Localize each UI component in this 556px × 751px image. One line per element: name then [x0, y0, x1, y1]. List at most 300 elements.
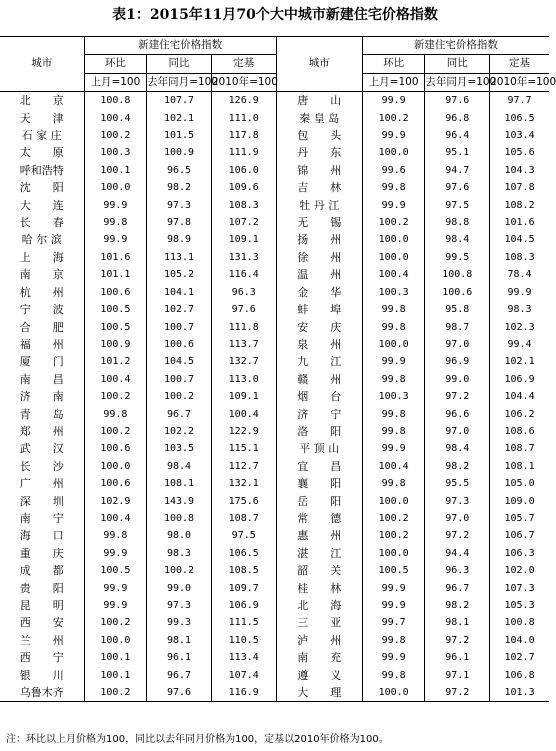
- hb-header-right: 环比: [362, 55, 425, 73]
- left-tb-cell: 102.2: [147, 423, 212, 440]
- left-tb-cell: 96.1: [147, 649, 212, 666]
- left-hb-cell: 99.9: [84, 545, 147, 562]
- left-tb-cell: 100.7: [147, 371, 212, 388]
- city-header-left: 城市: [0, 37, 84, 92]
- left-hb-cell: 100.1: [84, 162, 147, 179]
- left-tb-cell: 97.8: [147, 214, 212, 231]
- right-hb-cell: 100.4: [362, 458, 425, 475]
- right-dj-cell: 105.3: [504, 600, 535, 611]
- right-hb-cell: 100.2: [362, 214, 425, 231]
- right-tb-cell: 100.6: [425, 284, 490, 301]
- right-tb-cell: 97.0: [425, 423, 490, 440]
- right-dj-cell: 108.7: [504, 443, 535, 455]
- left-hb-cell: 101.6: [84, 249, 147, 266]
- table-row: [0, 284, 549, 301]
- left-tb-cell: 102.1: [147, 110, 212, 127]
- left-tb-cell: 99.0: [147, 580, 212, 597]
- right-tb-cell: 99.0: [425, 371, 490, 388]
- table-row: [0, 649, 549, 666]
- right-dj-cell: 97.7: [507, 95, 532, 107]
- right-tb-cell: 98.2: [425, 458, 490, 475]
- left-tb-cell: 102.7: [147, 301, 212, 318]
- left-hb-cell: 100.4: [84, 510, 147, 527]
- tb-header-right: 同比: [425, 55, 490, 73]
- right-tb-cell: 95.5: [425, 475, 490, 492]
- right-city-cell: 赣 州: [276, 371, 362, 388]
- left-hb-cell: 99.9: [84, 231, 147, 248]
- right-tb-cell: 96.8: [425, 110, 490, 127]
- right-city-cell: 襄 阳: [276, 475, 362, 492]
- table-row: [0, 684, 549, 702]
- tb-unit-right: 去年同月=100: [425, 73, 490, 91]
- left-hb-cell: 99.9: [84, 197, 147, 214]
- right-city-cell: 九 江: [276, 353, 362, 370]
- right-dj-cell: 102.0: [504, 565, 535, 577]
- right-dj-cell: 106.8: [504, 669, 535, 681]
- right-city-cell: 包 头: [276, 127, 362, 144]
- left-city-cell: 天 津: [0, 110, 84, 127]
- right-dj-cell: 98.3: [507, 304, 532, 316]
- group-header-right: 新建住宅价格指数: [362, 37, 549, 55]
- left-city-cell: 西 安: [0, 614, 84, 631]
- right-hb-cell: 99.9: [362, 197, 425, 214]
- right-dj-cell: 107.3: [504, 582, 535, 594]
- left-hb-cell: 100.8: [84, 92, 147, 110]
- left-tb-cell: 98.3: [147, 545, 212, 562]
- right-hb-cell: 100.3: [362, 284, 425, 301]
- right-tb-cell: 100.8: [425, 266, 490, 283]
- right-dj-cell: 78.4: [507, 269, 532, 281]
- right-city-cell: 南 充: [276, 649, 362, 666]
- right-dj-cell: 104.4: [504, 391, 535, 403]
- left-hb-cell: 100.5: [84, 319, 147, 336]
- left-hb-cell: 100.6: [84, 475, 147, 492]
- table-row: [0, 545, 549, 562]
- left-tb-cell: 97.6: [147, 684, 212, 702]
- left-dj-cell: 113.4: [211, 649, 276, 666]
- left-hb-cell: 99.9: [84, 580, 147, 597]
- table-row: [0, 667, 549, 684]
- left-dj-cell: 111.9: [211, 144, 276, 161]
- left-tb-cell: 98.4: [147, 458, 212, 475]
- hb-header-left: 环比: [84, 55, 147, 73]
- left-city-cell: 大 连: [0, 197, 84, 214]
- left-tb-cell: 103.5: [147, 440, 212, 457]
- right-hb-cell: 99.9: [362, 92, 425, 110]
- left-tb-cell: 113.1: [147, 249, 212, 266]
- table-row: [0, 527, 549, 544]
- right-tb-cell: 96.1: [425, 649, 490, 666]
- left-hb-cell: 100.1: [84, 649, 147, 666]
- table-row: [0, 440, 549, 457]
- left-city-cell: 合 肥: [0, 319, 84, 336]
- left-dj-cell: 107.4: [211, 667, 276, 684]
- left-dj-cell: 112.7: [211, 458, 276, 475]
- table-row: [0, 406, 549, 423]
- left-city-cell: 昆 明: [0, 597, 84, 614]
- left-city-cell: 厦 门: [0, 353, 84, 370]
- left-hb-cell: 100.3: [84, 144, 147, 161]
- left-dj-cell: 109.6: [211, 179, 276, 196]
- right-city-cell: 扬 州: [276, 231, 362, 248]
- table-row: [0, 632, 549, 649]
- table-row: [0, 353, 549, 370]
- left-dj-cell: 116.4: [211, 266, 276, 283]
- left-city-cell: 武 汉: [0, 440, 84, 457]
- left-dj-cell: 108.5: [211, 562, 276, 579]
- right-dj-cell: 105.6: [504, 147, 535, 159]
- left-city-cell: 成 都: [0, 562, 84, 579]
- left-hb-cell: 99.8: [84, 527, 147, 544]
- left-tb-cell: 98.2: [147, 179, 212, 196]
- left-city-cell: 广 州: [0, 475, 84, 492]
- left-tb-cell: 100.2: [147, 388, 212, 405]
- table-row: [0, 493, 549, 510]
- left-dj-cell: 132.1: [211, 475, 276, 492]
- left-city-cell: 长 沙: [0, 458, 84, 475]
- left-tb-cell: 100.8: [147, 510, 212, 527]
- left-hb-cell: 100.0: [84, 632, 147, 649]
- left-hb-cell: 101.2: [84, 353, 147, 370]
- right-city-cell: 桂 林: [276, 580, 362, 597]
- table-row: [0, 475, 549, 492]
- right-tb-cell: 97.6: [425, 92, 490, 110]
- right-dj-cell: 104.0: [504, 634, 535, 646]
- right-tb-cell: 97.5: [425, 197, 490, 214]
- table-title: 表1：2015年11月70个大中城市新建住宅价格指数: [112, 7, 438, 23]
- right-dj-cell: 108.6: [504, 425, 535, 437]
- right-city-cell: 洛 阳: [276, 423, 362, 440]
- right-city-cell: 牡 丹 江: [276, 197, 362, 214]
- right-hb-cell: 100.4: [362, 266, 425, 283]
- right-tb-cell: 98.4: [425, 231, 490, 248]
- table-row: [0, 371, 549, 388]
- hb-unit-left: 上月=100: [84, 73, 147, 91]
- table-row: [0, 614, 549, 631]
- right-dj-cell: 106.5: [504, 112, 535, 124]
- right-city-cell: 无 锡: [276, 214, 362, 231]
- left-tb-cell: 101.5: [147, 127, 212, 144]
- left-hb-cell: 100.2: [84, 388, 147, 405]
- table-row: [0, 597, 549, 614]
- right-dj-cell: 104.5: [504, 234, 535, 246]
- left-city-cell: 南 昌: [0, 371, 84, 388]
- right-dj-cell: 99.9: [507, 286, 532, 298]
- right-hb-cell: 100.2: [362, 527, 425, 544]
- left-tb-cell: 100.2: [147, 562, 212, 579]
- table-row: [0, 197, 549, 214]
- right-tb-cell: 97.2: [425, 632, 490, 649]
- left-city-cell: 兰 州: [0, 632, 84, 649]
- table-row: [0, 266, 549, 283]
- left-tb-cell: 99.3: [147, 614, 212, 631]
- left-hb-cell: 100.2: [84, 127, 147, 144]
- dj-unit-right: 2010年=100: [490, 73, 549, 91]
- right-tb-cell: 95.1: [425, 144, 490, 161]
- right-city-cell: 徐 州: [276, 249, 362, 266]
- left-city-cell: 沈 阳: [0, 179, 84, 196]
- right-city-cell: 泸 州: [276, 632, 362, 649]
- right-dj-cell: 106.7: [504, 530, 535, 542]
- right-city-cell: 安 庆: [276, 319, 362, 336]
- right-city-cell: 北 海: [276, 597, 362, 614]
- tb-unit-left: 去年同月=100: [147, 73, 212, 91]
- left-dj-cell: 110.5: [211, 632, 276, 649]
- table-row: [0, 179, 549, 196]
- left-dj-cell: 113.0: [211, 371, 276, 388]
- left-hb-cell: 99.8: [84, 214, 147, 231]
- left-tb-cell: 100.6: [147, 336, 212, 353]
- right-city-cell: 岳 阳: [276, 493, 362, 510]
- left-hb-cell: 100.6: [84, 440, 147, 457]
- left-tb-cell: 104.5: [147, 353, 212, 370]
- left-hb-cell: 101.1: [84, 266, 147, 283]
- footnote: 注：环比以上月价格为100，同比以去年同月价格为100，定基以2010年价格为100。: [6, 734, 389, 745]
- left-tb-cell: 96.5: [147, 162, 212, 179]
- left-tb-cell: 100.7: [147, 319, 212, 336]
- right-hb-cell: 100.0: [362, 545, 425, 562]
- left-tb-cell: 96.7: [147, 406, 212, 423]
- right-hb-cell: 100.2: [362, 510, 425, 527]
- right-tb-cell: 99.5: [425, 249, 490, 266]
- right-tb-cell: 96.7: [425, 580, 490, 597]
- right-tb-cell: 98.2: [425, 597, 490, 614]
- left-dj-cell: 132.7: [211, 353, 276, 370]
- table-row: [0, 301, 549, 318]
- table-row: [0, 214, 549, 231]
- left-tb-cell: 97.3: [147, 197, 212, 214]
- right-dj-cell: 102.7: [504, 652, 535, 664]
- right-tb-cell: 97.2: [425, 527, 490, 544]
- left-dj-cell: 115.1: [211, 440, 276, 457]
- right-hb-cell: 100.0: [362, 684, 425, 702]
- table-row: [0, 110, 549, 127]
- right-hb-cell: 99.8: [362, 319, 425, 336]
- left-hb-cell: 100.2: [84, 423, 147, 440]
- left-hb-cell: 100.6: [84, 284, 147, 301]
- left-dj-cell: 108.7: [211, 510, 276, 527]
- table-row: [0, 580, 549, 597]
- right-hb-cell: 100.2: [362, 110, 425, 127]
- left-dj-cell: 96.3: [211, 284, 276, 301]
- left-dj-cell: 97.6: [211, 301, 276, 318]
- right-dj-cell: 108.1: [504, 460, 535, 472]
- right-city-cell: 温 州: [276, 266, 362, 283]
- left-city-cell: 济 南: [0, 388, 84, 405]
- left-dj-cell: 97.5: [211, 527, 276, 544]
- right-dj-cell: 102.3: [504, 321, 535, 333]
- left-tb-cell: 104.1: [147, 284, 212, 301]
- left-city-cell: 呼和浩特: [0, 162, 84, 179]
- right-dj-cell: 108.3: [504, 251, 535, 263]
- right-hb-cell: 99.9: [362, 580, 425, 597]
- left-hb-cell: 100.9: [84, 336, 147, 353]
- left-hb-cell: 102.9: [84, 493, 147, 510]
- right-dj-cell: 102.1: [504, 356, 535, 368]
- left-hb-cell: 100.0: [84, 458, 147, 475]
- dj-header-left: 定基: [211, 55, 276, 73]
- left-city-cell: 海 口: [0, 527, 84, 544]
- right-hb-cell: 100.0: [362, 336, 425, 353]
- right-dj-cell: 101.6: [504, 217, 535, 229]
- table-row: [0, 458, 549, 475]
- right-tb-cell: 97.3: [425, 493, 490, 510]
- left-tb-cell: 96.7: [147, 667, 212, 684]
- right-tb-cell: 98.8: [425, 214, 490, 231]
- left-dj-cell: 106.9: [211, 597, 276, 614]
- right-hb-cell: 99.9: [362, 353, 425, 370]
- left-dj-cell: 116.9: [211, 684, 276, 702]
- left-city-cell: 太 原: [0, 144, 84, 161]
- right-dj-cell: 106.2: [504, 408, 535, 420]
- right-hb-cell: 99.9: [362, 127, 425, 144]
- left-city-cell: 石 家 庄: [0, 127, 84, 144]
- right-tb-cell: 95.8: [425, 301, 490, 318]
- left-dj-cell: 117.8: [211, 127, 276, 144]
- right-city-cell: 丹 东: [276, 144, 362, 161]
- group-header-left: 新建住宅价格指数: [84, 37, 276, 55]
- left-tb-cell: 108.1: [147, 475, 212, 492]
- right-tb-cell: 97.2: [425, 388, 490, 405]
- hb-unit-right: 上月=100: [362, 73, 425, 91]
- right-hb-cell: 99.8: [362, 406, 425, 423]
- left-dj-cell: 111.0: [211, 110, 276, 127]
- left-tb-cell: 97.3: [147, 597, 212, 614]
- left-tb-cell: 98.0: [147, 527, 212, 544]
- left-city-cell: 西 宁: [0, 649, 84, 666]
- left-city-cell: 杭 州: [0, 284, 84, 301]
- right-tb-cell: 97.2: [425, 684, 490, 702]
- left-city-cell: 乌鲁木齐: [0, 684, 84, 702]
- right-tb-cell: 96.9: [425, 353, 490, 370]
- left-city-cell: 郑 州: [0, 423, 84, 440]
- right-city-cell: 宜 昌: [276, 458, 362, 475]
- right-city-cell: 秦 皇 岛: [276, 110, 362, 127]
- right-dj-cell: 108.2: [504, 199, 535, 211]
- left-city-cell: 贵 阳: [0, 580, 84, 597]
- right-dj-cell: 100.8: [504, 617, 535, 629]
- right-tb-cell: 98.7: [425, 319, 490, 336]
- right-hb-cell: 99.9: [362, 649, 425, 666]
- right-city-cell: 韶 关: [276, 562, 362, 579]
- left-dj-cell: 131.3: [211, 249, 276, 266]
- left-city-cell: 南 宁: [0, 510, 84, 527]
- left-dj-cell: 109.1: [211, 231, 276, 248]
- left-hb-cell: 99.8: [84, 406, 147, 423]
- dj-header-right: 定基: [490, 55, 549, 73]
- right-city-cell: 济 宁: [276, 406, 362, 423]
- left-tb-cell: 100.9: [147, 144, 212, 161]
- right-city-cell: 锦 州: [276, 162, 362, 179]
- right-hb-cell: 99.8: [362, 423, 425, 440]
- right-tb-cell: 96.6: [425, 406, 490, 423]
- left-dj-cell: 111.8: [211, 319, 276, 336]
- right-tb-cell: 97.6: [425, 179, 490, 196]
- left-hb-cell: 100.4: [84, 371, 147, 388]
- right-city-cell: 常 德: [276, 510, 362, 527]
- left-dj-cell: 109.7: [211, 580, 276, 597]
- right-city-cell: 三 亚: [276, 614, 362, 631]
- tb-header-left: 同比: [147, 55, 212, 73]
- right-city-cell: 金 华: [276, 284, 362, 301]
- table-body: [0, 92, 549, 702]
- right-tb-cell: 96.4: [425, 127, 490, 144]
- left-dj-cell: 107.2: [211, 214, 276, 231]
- right-tb-cell: 97.1: [425, 667, 490, 684]
- table-row: [0, 388, 549, 405]
- right-tb-cell: 97.0: [425, 336, 490, 353]
- right-hb-cell: 100.3: [362, 388, 425, 405]
- right-hb-cell: 99.8: [362, 301, 425, 318]
- left-city-cell: 重 庆: [0, 545, 84, 562]
- left-dj-cell: 111.5: [211, 614, 276, 631]
- right-hb-cell: 100.0: [362, 249, 425, 266]
- left-city-cell: 哈 尔 滨: [0, 231, 84, 248]
- right-hb-cell: 100.5: [362, 562, 425, 579]
- right-city-cell: 大 理: [276, 684, 362, 702]
- left-city-cell: 宁 波: [0, 301, 84, 318]
- left-tb-cell: 98.9: [147, 231, 212, 248]
- left-city-cell: 深 圳: [0, 493, 84, 510]
- left-hb-cell: 100.0: [84, 179, 147, 196]
- right-city-cell: 烟 台: [276, 388, 362, 405]
- right-dj-cell: 105.7: [504, 512, 535, 524]
- left-tb-cell: 107.7: [147, 92, 212, 110]
- left-dj-cell: 100.4: [211, 406, 276, 423]
- table-row: [0, 92, 549, 110]
- left-hb-cell: 100.5: [84, 301, 147, 318]
- right-dj-cell: 104.3: [504, 164, 535, 176]
- right-city-cell: 湛 江: [276, 545, 362, 562]
- left-dj-cell: 113.7: [211, 336, 276, 353]
- table-row: [0, 510, 549, 527]
- right-hb-cell: 99.9: [362, 597, 425, 614]
- left-hb-cell: 100.5: [84, 562, 147, 579]
- right-city-cell: 惠 州: [276, 527, 362, 544]
- left-city-cell: 长 春: [0, 214, 84, 231]
- right-city-cell: 蚌 埠: [276, 301, 362, 318]
- right-city-cell: 唐 山: [276, 92, 362, 110]
- table-row: [0, 336, 549, 353]
- city-header-right: 城市: [276, 37, 362, 92]
- right-tb-cell: 98.4: [425, 440, 490, 457]
- table-row: [0, 562, 549, 579]
- left-hb-cell: 100.4: [84, 110, 147, 127]
- left-city-cell: 上 海: [0, 249, 84, 266]
- right-dj-cell: 99.4: [507, 338, 532, 350]
- left-dj-cell: 126.9: [211, 92, 276, 110]
- right-tb-cell: 96.3: [425, 562, 490, 579]
- right-city-cell: 遵 义: [276, 667, 362, 684]
- right-dj-cell: 107.8: [504, 182, 535, 194]
- right-tb-cell: 94.7: [425, 162, 490, 179]
- price-index-table: [0, 36, 556, 702]
- table-row: [0, 231, 549, 248]
- left-tb-cell: 98.1: [147, 632, 212, 649]
- left-city-cell: 银 川: [0, 667, 84, 684]
- table-row: [0, 249, 549, 266]
- left-tb-cell: 143.9: [147, 493, 212, 510]
- right-dj-cell: 106.3: [504, 547, 535, 559]
- left-city-cell: 北 京: [0, 92, 84, 110]
- right-dj-cell: 105.0: [504, 478, 535, 490]
- right-hb-cell: 99.8: [362, 371, 425, 388]
- left-dj-cell: 175.6: [211, 493, 276, 510]
- left-hb-cell: 100.1: [84, 667, 147, 684]
- right-hb-cell: 99.8: [362, 667, 425, 684]
- table-row: [0, 319, 549, 336]
- left-dj-cell: 122.9: [211, 423, 276, 440]
